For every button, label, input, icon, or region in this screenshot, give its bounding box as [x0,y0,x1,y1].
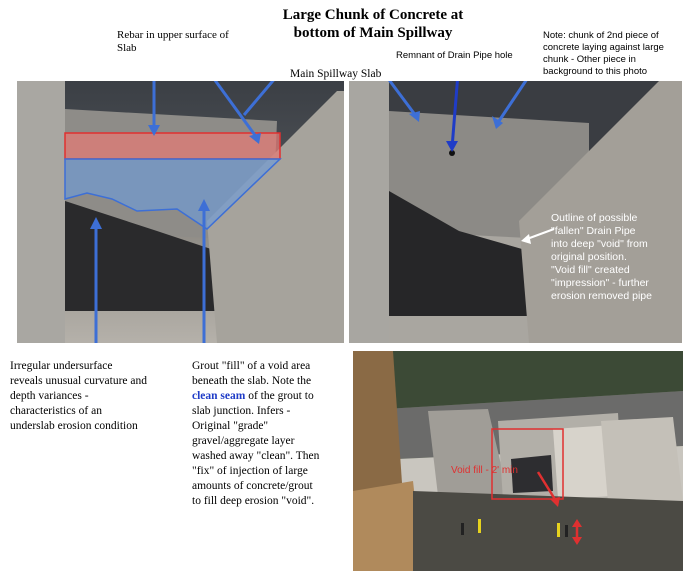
rebar-label: Rebar in upper surface of Slab [117,29,229,54]
clean-seam-highlight: clean seam [192,390,246,402]
photo-site-overview-drawing [353,351,683,571]
page-title: Large Chunk of Concrete at bottom of Main Spillway [282,7,464,41]
photo-chunk-annotated [17,81,344,343]
photo-site-overview [353,351,683,571]
photo-chunk-annotated-drawing [17,81,344,343]
grout-caption: Grout "fill" of a void area beneath the slab. Note the clean seam of the grout to slab junction. Infers - Original "grade" gravel/aggregate layer washed away "clean". Then "fix" of injection of large amounts of concrete/grout to fill deep erosion "void". [192,360,320,507]
void-fill-tag: Void fill - 2' min [451,465,518,476]
outline-note: Outline of possible "fallen" Drain Pipe into deep "void" from original position. "Void fill" created "impression" - further erosion removed pipe [551,212,652,302]
drain-remnant-label: Remnant of Drain Pipe hole [396,50,513,61]
irregular-caption: Irregular undersurface reveals unusual curvature and depth variances - characteristics of an underslab erosion condition [10,360,147,432]
main-slab-label: Main Spillway Slab [290,68,382,80]
note-label: Note: chunk of 2nd piece of concrete laying against large chunk - Other piece in background to this photo [543,30,664,77]
